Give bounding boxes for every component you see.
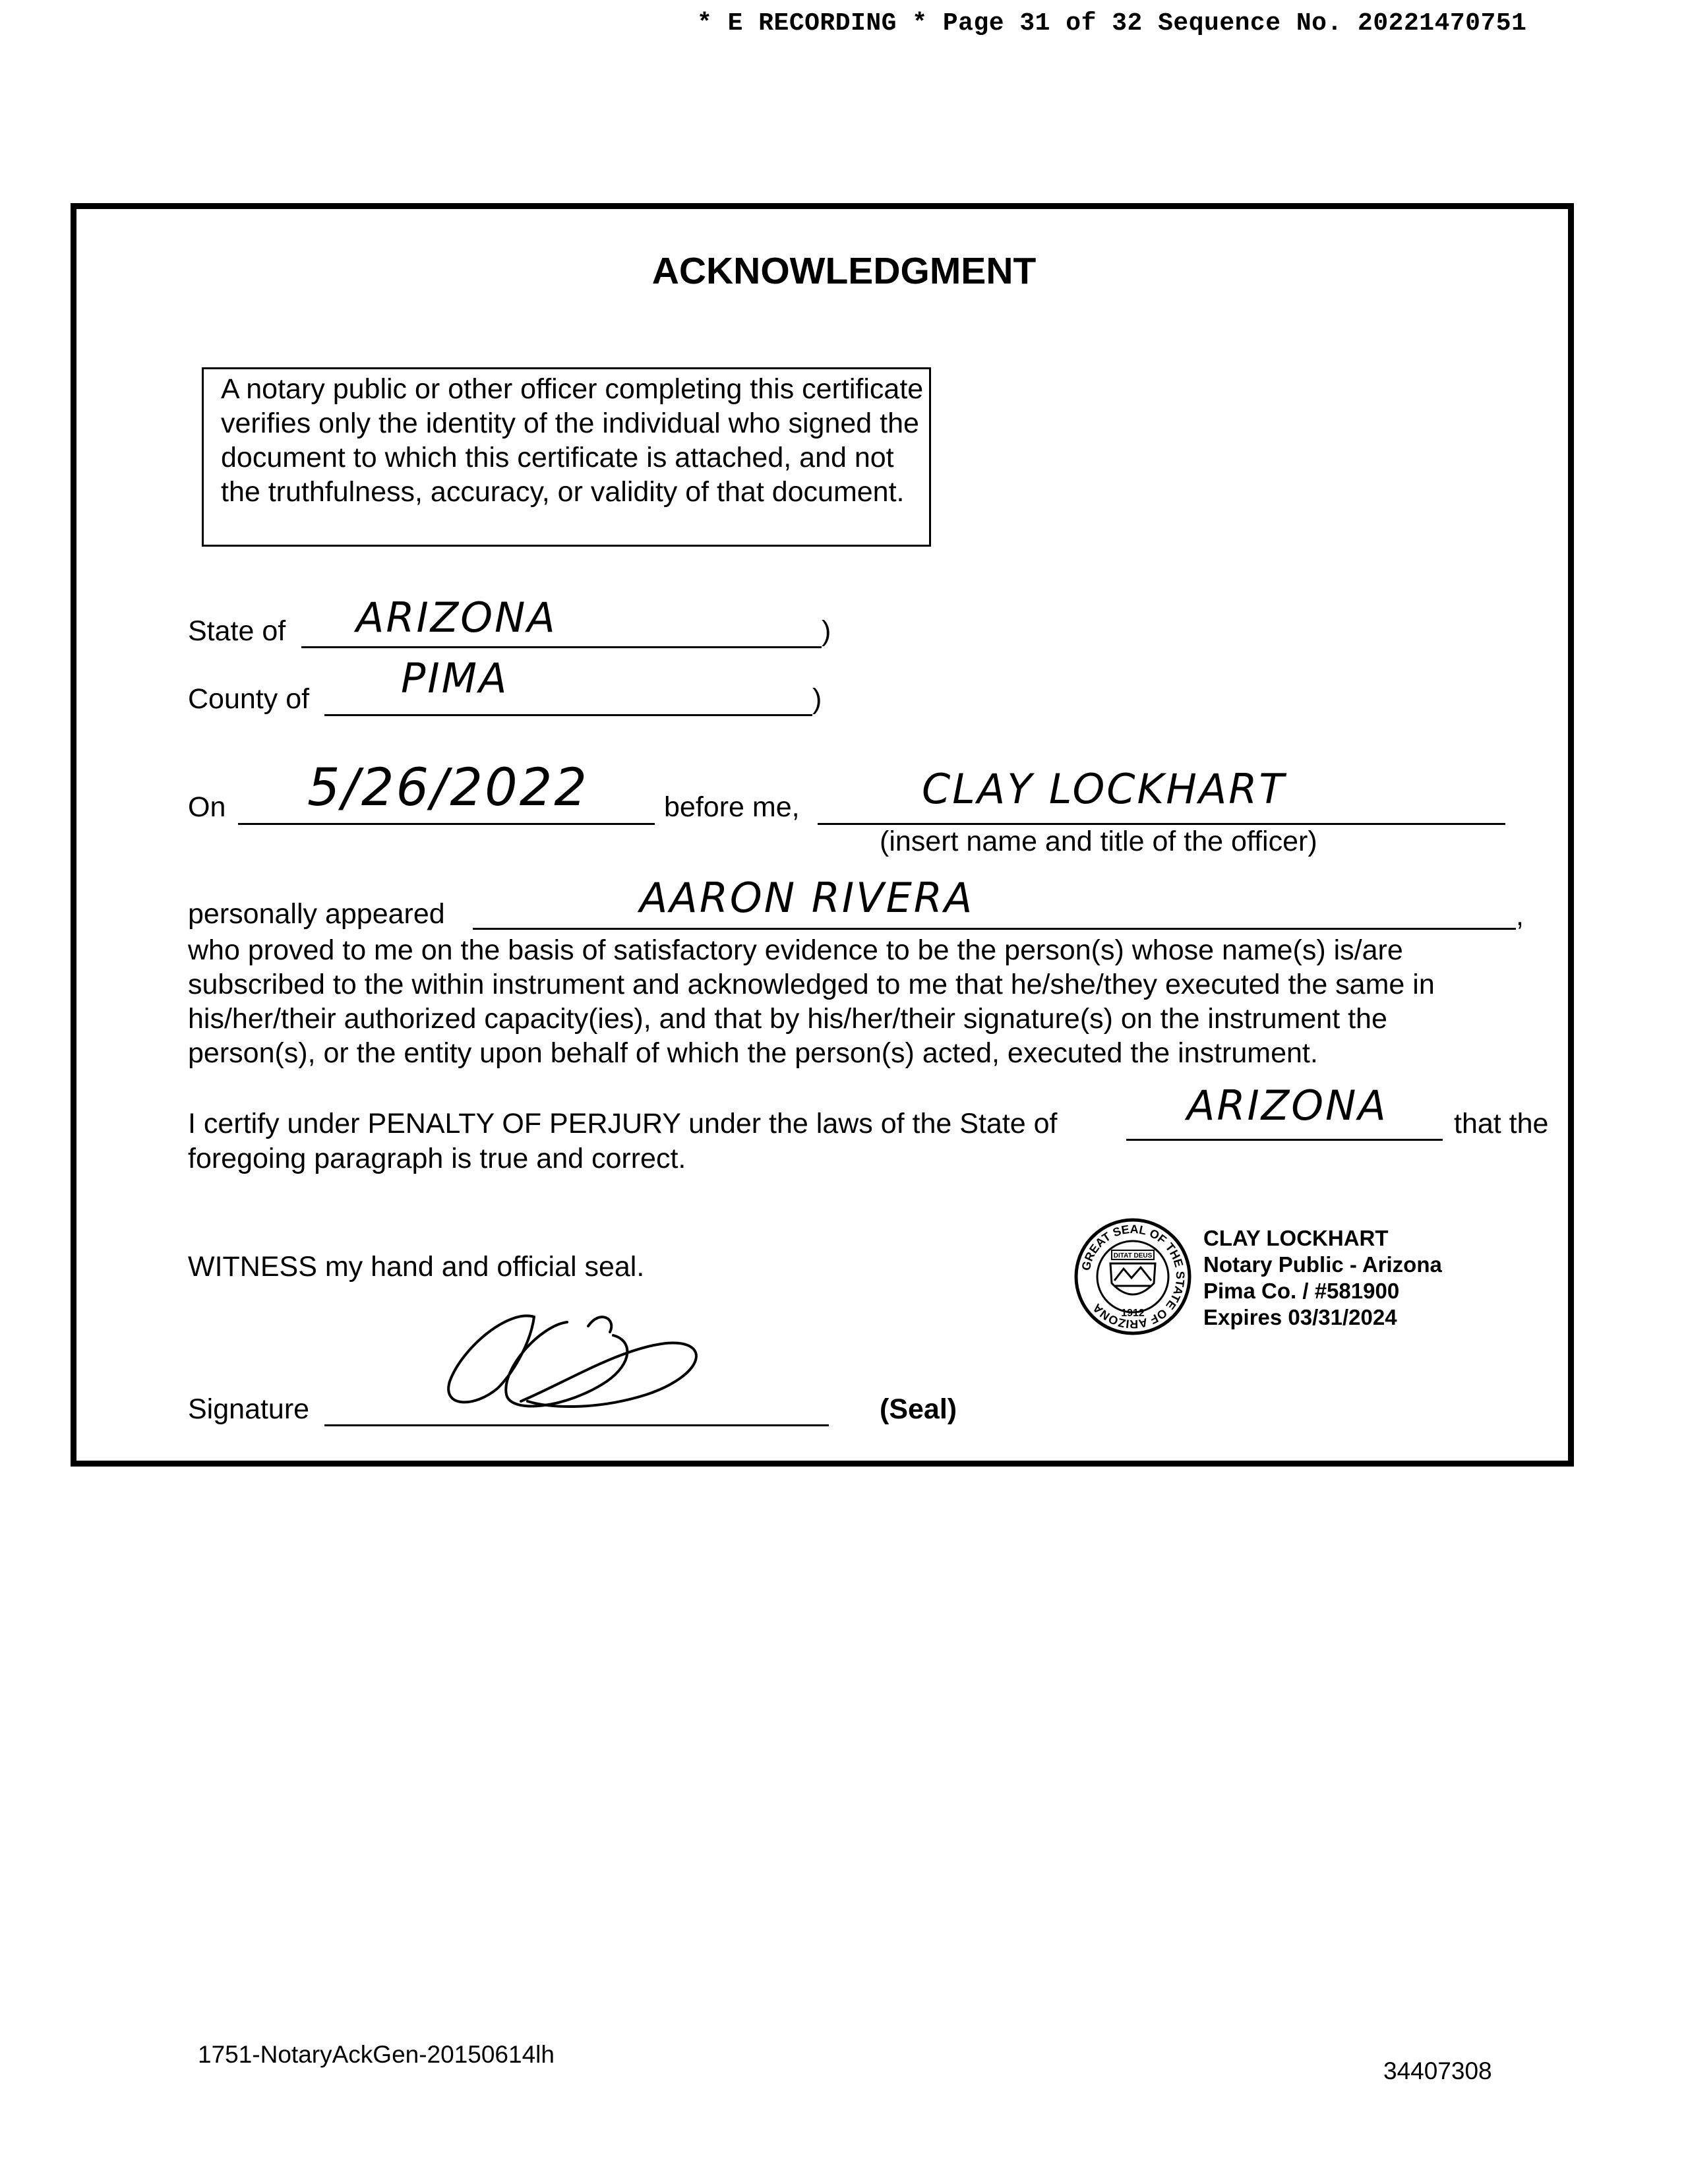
on-label: On	[188, 791, 226, 823]
state-label: State of	[188, 615, 286, 647]
recording-header: * E RECORDING * Page 31 of 32 Sequence No. 20221470751	[697, 9, 1527, 38]
perjury-lead: I certify under PENALTY OF PERJURY under the laws of the State of	[188, 1108, 1058, 1139]
proof-paragraph	[188, 933, 1435, 1070]
appeared-label: personally appeared	[188, 898, 445, 930]
notary-name: CLAY LOCKHART	[1203, 1226, 1389, 1250]
before-me-label: before me,	[664, 791, 800, 823]
county-handwritten: PIMA	[401, 654, 509, 702]
seal-motto: DITAT DEUS	[1113, 1252, 1153, 1259]
notary-expires: Expires 03/31/2024	[1203, 1305, 1397, 1329]
notice-box: A notary public or other officer completing this certificate verifies only the identity of the individual who signed the document to which this certificate is attached, and not the truthfulness, accuracy, or validity of that document.	[202, 367, 931, 547]
proof-line: his/her/their authorized capacity(ies), and that by his/her/their signature(s) on the instrument the	[188, 1003, 1387, 1035]
notary-county: Pima Co. / #581900	[1203, 1279, 1400, 1303]
state-seal-emblem	[1073, 1217, 1192, 1336]
officer-hint: (insert name and title of the officer)	[880, 826, 1317, 857]
appeared-handwritten: AARON RIVERA	[640, 874, 975, 922]
date-line	[238, 823, 655, 825]
handwritten-signature	[435, 1302, 712, 1421]
state-line	[301, 646, 822, 648]
officer-line	[818, 823, 1505, 825]
perjury-state-handwritten: ARIZONA	[1187, 1081, 1388, 1130]
proof-line: subscribed to the within instrument and acknowledged to me that he/she/they executed the same in	[188, 969, 1435, 1000]
notary-seal-text	[1203, 1225, 1442, 1331]
perjury-state-line	[1126, 1139, 1443, 1141]
seal-label: (Seal)	[880, 1393, 957, 1425]
appeared-comma: ,	[1516, 900, 1524, 932]
proof-line: person(s), or the entity upon behalf of which the person(s) acted, executed the instrument.	[188, 1037, 1318, 1069]
document-number: 34407308	[1383, 2057, 1492, 2084]
date-handwritten: 5/26/2022	[307, 758, 589, 818]
page-title: ACKNOWLEDGMENT	[651, 250, 1037, 292]
proof-line: who proved to me on the basis of satisfactory evidence to be the person(s) whose name(s) is/are	[188, 934, 1403, 966]
state-handwritten: ARIZONA	[356, 593, 557, 642]
notary-title: Notary Public - Arizona	[1203, 1252, 1442, 1277]
county-close-paren: )	[812, 683, 822, 715]
seal-ring-text: GREAT SEAL OF THE STATE OF ARIZONA	[1079, 1222, 1188, 1331]
perjury-line2: foregoing paragraph is true and correct.	[188, 1143, 686, 1174]
appeared-line	[473, 928, 1516, 930]
perjury-tail: that the	[1454, 1108, 1549, 1139]
county-label: County of	[188, 683, 310, 715]
signature-line	[324, 1424, 829, 1426]
witness-text: WITNESS my hand and official seal.	[188, 1251, 645, 1283]
seal-year: 1912	[1121, 1308, 1145, 1319]
signature-label: Signature	[188, 1393, 310, 1425]
county-line	[324, 714, 812, 716]
officer-handwritten: CLAY LOCKHART	[922, 765, 1286, 813]
form-id: 1751-NotaryAckGen-20150614lh	[198, 2041, 555, 2068]
state-close-paren: )	[822, 615, 831, 647]
notary-seal	[1073, 1217, 1192, 1336]
